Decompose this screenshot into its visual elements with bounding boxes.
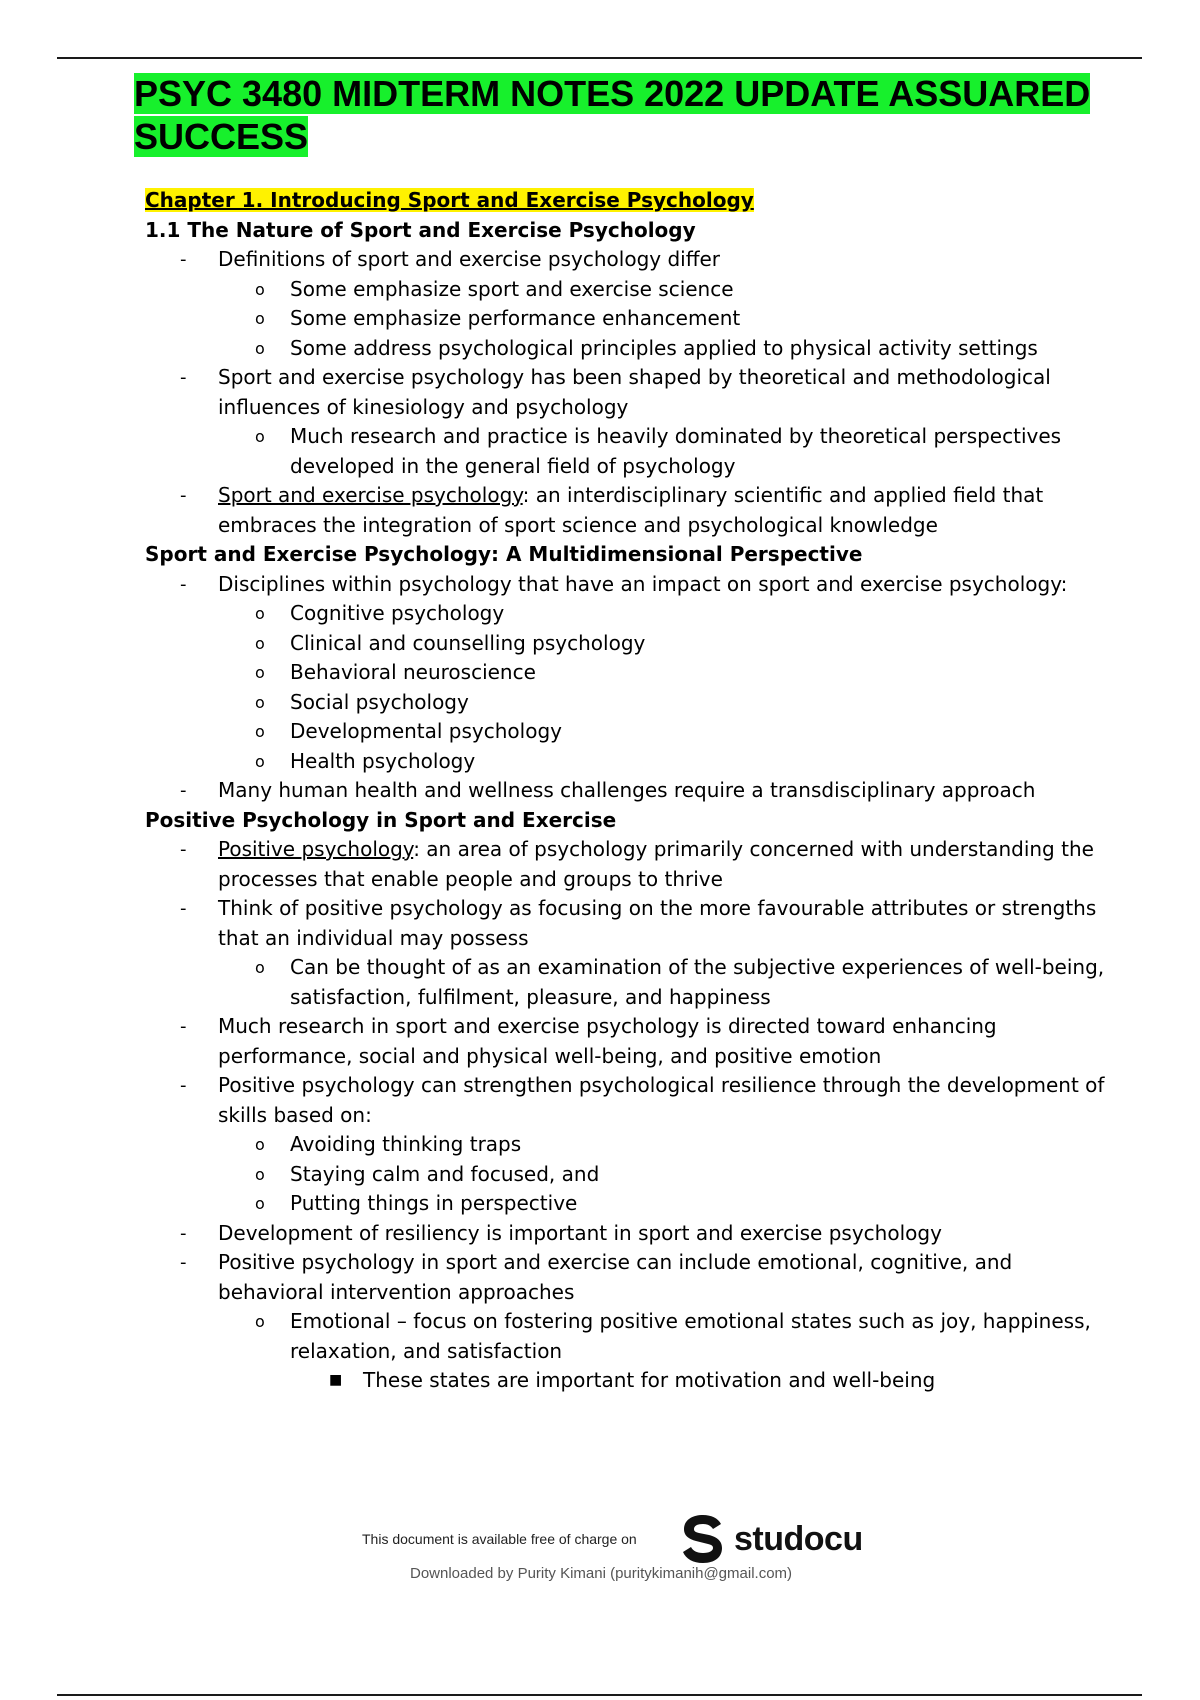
list-item: - Sport and exercise psychology: an interdisciplinary scientific and applied field that [180,483,1044,507]
list-item: o Some address psychological principles applied to physical activity settings [255,335,1038,360]
list-item: - Think of positive psychology as focusing on the more favourable attributes or strengths [180,896,1097,920]
list-item-continued: embraces the integration of sport science and psychological knowledge [218,512,938,537]
section-heading: Sport and Exercise Psychology: A Multidimensional Perspective [145,542,863,566]
list-item-continued: relaxation, and satisfaction [290,1338,563,1363]
document-title: PSYC 3480 MIDTERM NOTES 2022 UPDATE ASSUARED SUCCESS [134,73,1091,157]
section-heading: Positive Psychology in Sport and Exercise [145,807,617,832]
studocu-logo-text: studocu [734,1519,863,1558]
list-item: o Staying calm and focused, and [255,1161,600,1186]
list-item: - Definitions of sport and exercise psychology differ [180,247,721,271]
list-item-continued: skills based on: [218,1102,372,1127]
footer-availability-text: This document is available free of charge on [362,1531,637,1547]
list-item: - Positive psychology: an area of psychology primarily concerned with understanding the [180,837,1094,861]
list-item-continued: developed in the general field of psychology [290,453,736,478]
studocu-logo-icon [678,1512,728,1566]
list-item: o Health psychology [255,748,476,773]
list-item: - Many human health and wellness challenges require a transdisciplinary approach [180,778,1036,802]
list-item: ■ These states are important for motivation and well-being [329,1368,936,1392]
list-item: - Disciplines within psychology that have an impact on sport and exercise psychology: [180,571,1068,596]
bottom-rule [57,1694,1142,1696]
chapter-heading: Chapter 1. Introducing Sport and Exercise Psychology [145,188,754,212]
list-item-continued: behavioral intervention approaches [218,1279,575,1304]
list-item: o Avoiding thinking traps [255,1132,522,1156]
list-item: o Developmental psychology [255,719,562,743]
list-item-continued: influences of kinesiology and psychology [218,394,629,419]
list-item: - Much research in sport and exercise psychology is directed toward enhancing [180,1014,997,1038]
list-item: - Development of resiliency is important in sport and exercise psychology [180,1220,942,1245]
list-item-continued: performance, social and physical well-being, and positive emotion [218,1043,882,1068]
list-item-continued: satisfaction, fulfilment, pleasure, and happiness [290,984,771,1009]
list-item: o Clinical and counselling psychology [255,630,646,655]
studocu-logo[interactable] [678,1512,863,1566]
list-item-continued: processes that enable people and groups to thrive [218,866,723,891]
top-rule [57,57,1142,59]
list-item: o Behavioral neuroscience [255,660,536,684]
list-item: - Sport and exercise psychology has been shaped by theoretical and methodological [180,365,1051,389]
list-item: o Emotional – focus on fostering positive emotional states such as joy, happiness, [255,1309,1091,1333]
list-item: o Cognitive psychology [255,601,505,625]
list-item: o Much research and practice is heavily dominated by theoretical perspectives [255,424,1062,448]
list-item: o Some emphasize performance enhancement [255,306,741,330]
list-item: - Positive psychology can strengthen psychological resilience through the development of [180,1073,1105,1097]
list-item-continued: that an individual may possess [218,925,529,950]
list-item: o Social psychology [255,689,469,714]
list-item: o Can be thought of as an examination of the subjective experiences of well-being, [255,955,1105,979]
document-body [145,186,1105,1396]
list-item: o Putting things in perspective [255,1191,578,1215]
list-item: - Positive psychology in sport and exercise can include emotional, cognitive, and [180,1250,1013,1274]
section-heading: 1.1 The Nature of Sport and Exercise Psychology [145,217,696,242]
footer-downloaded-by: Downloaded by Purity Kimani (puritykimanih@gmail.com) [410,1565,793,1582]
list-item: o Some emphasize sport and exercise science [255,276,734,301]
